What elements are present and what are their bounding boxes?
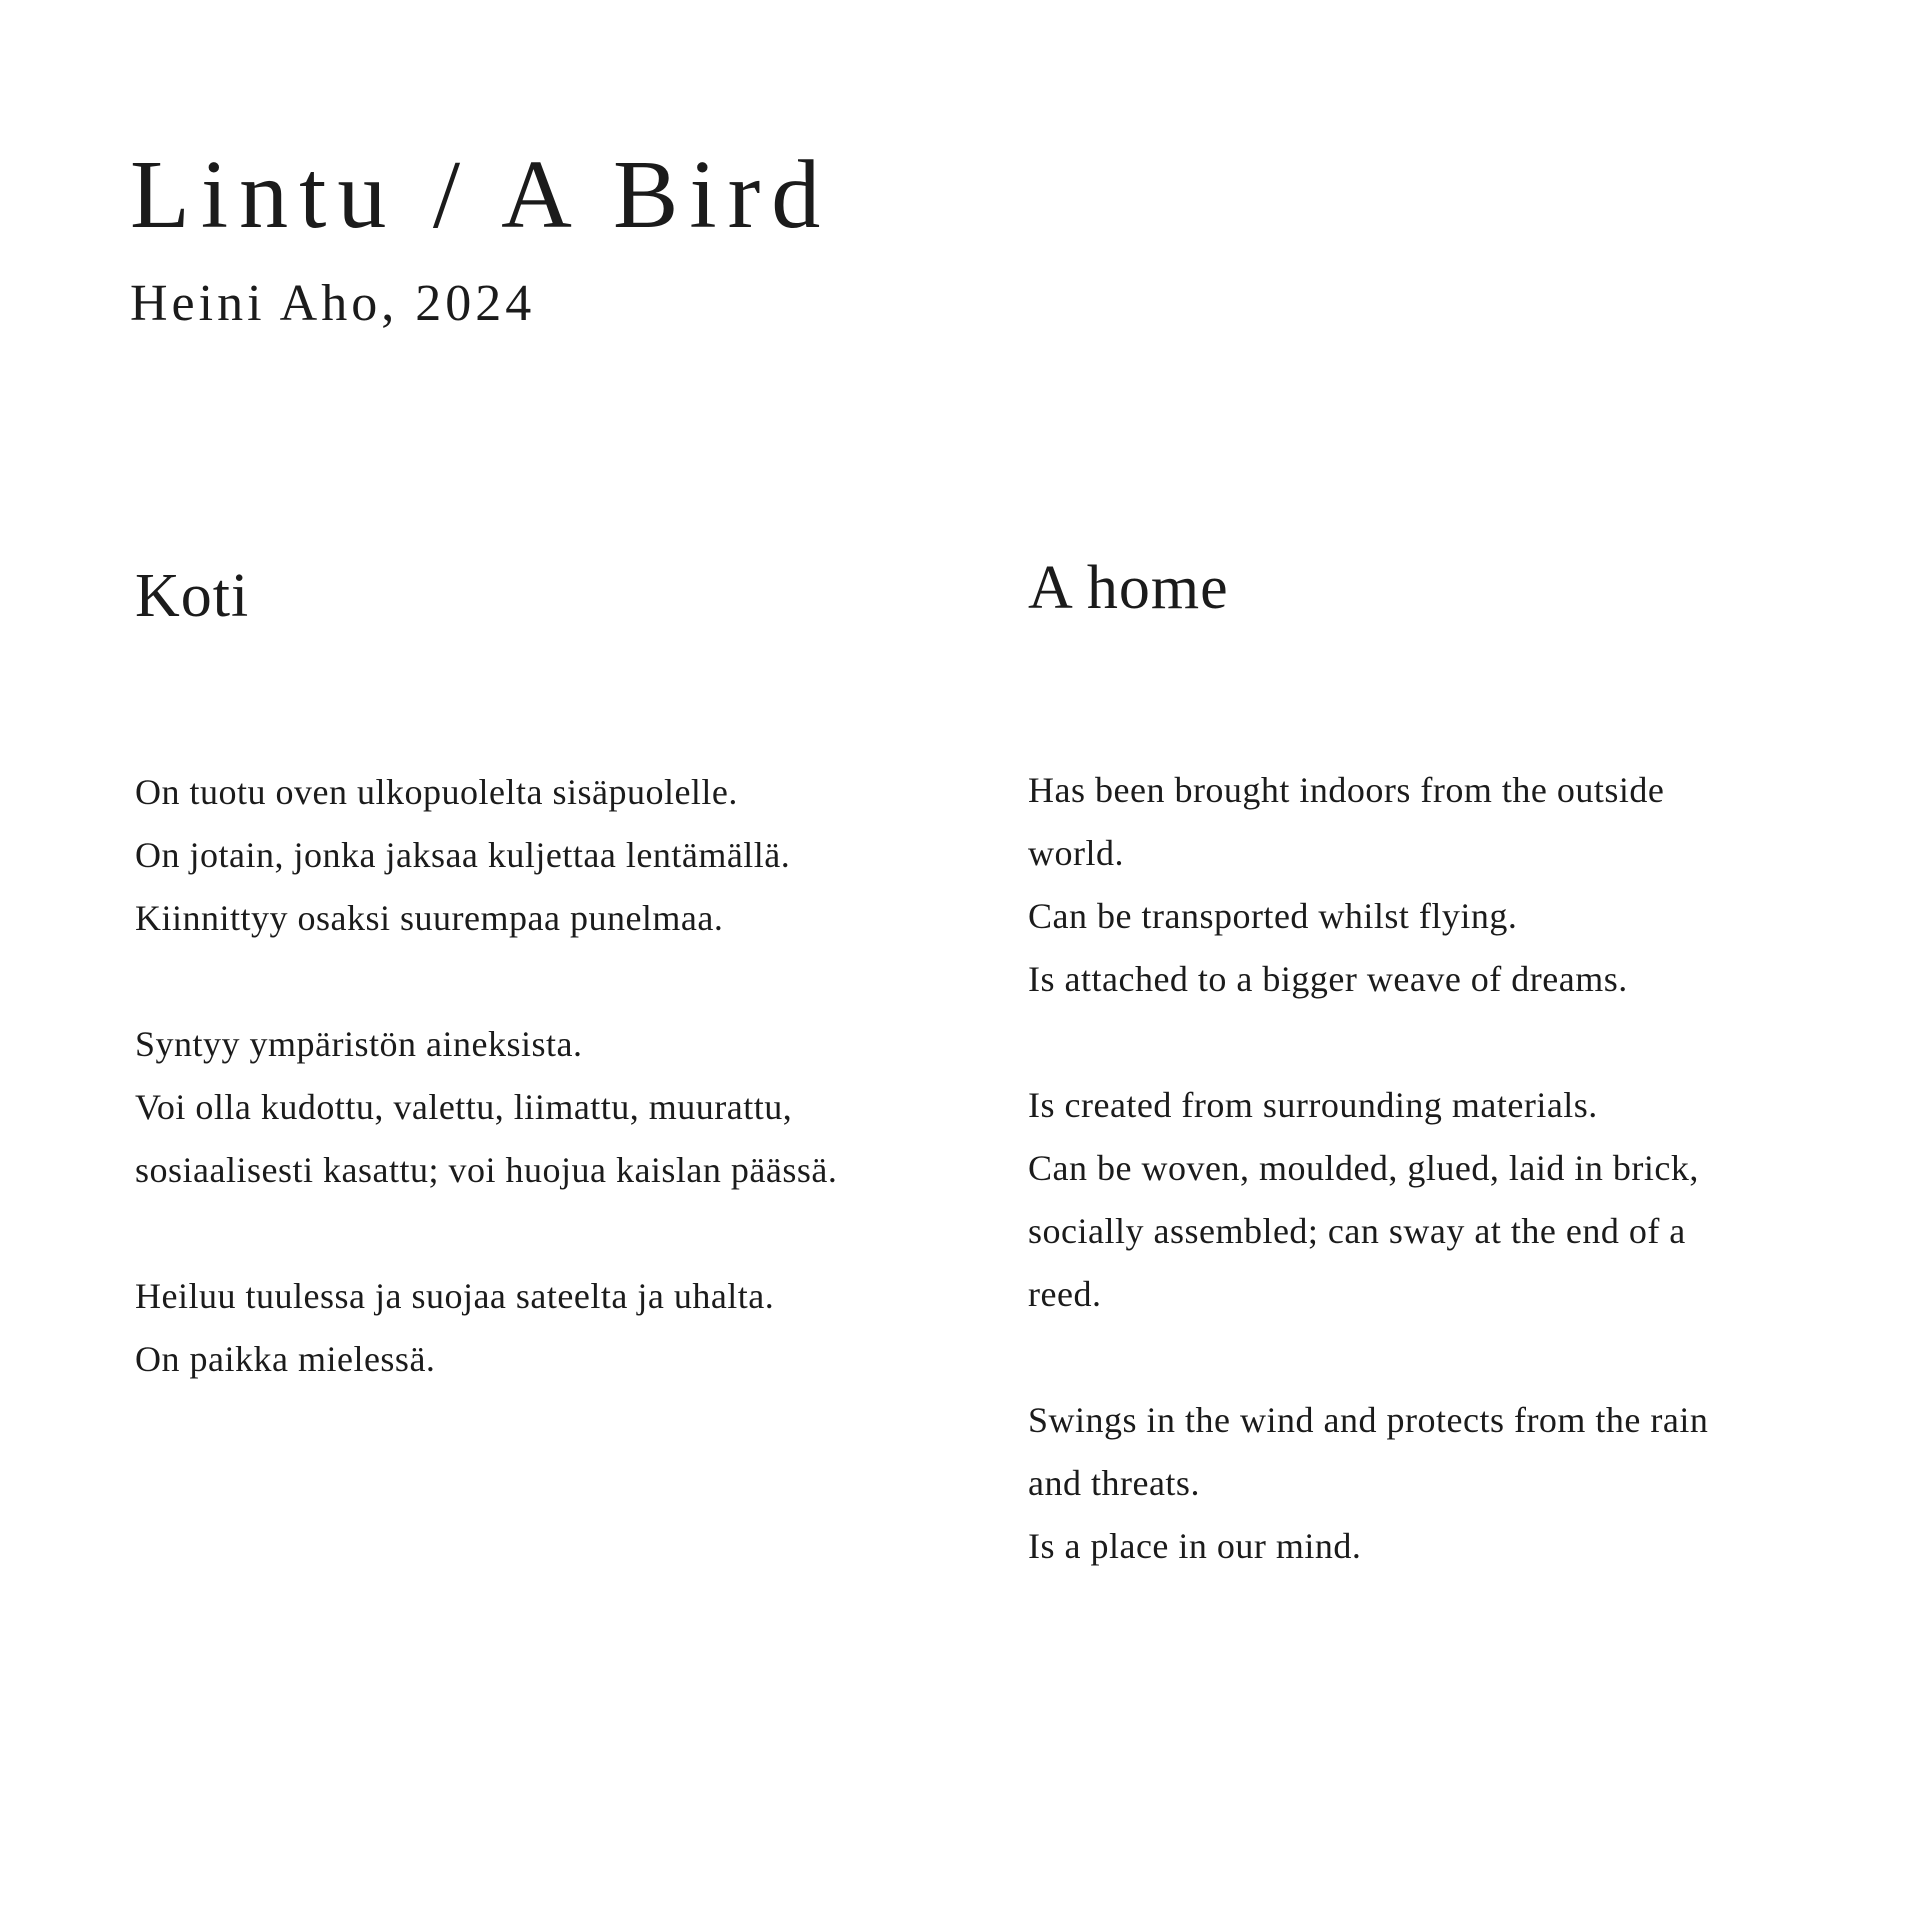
finnish-column — [135, 559, 955, 1391]
finnish-stanzas — [135, 761, 955, 1391]
poem-line: Can be transported whilst flying. — [1028, 896, 1518, 937]
poem-line: On jotain, jonka jaksaa kuljettaa lentämällä. — [135, 835, 791, 876]
poem-line: Kiinnittyy osaksi suurempaa punelmaa. — [135, 898, 724, 939]
poem-line: Is attached to a bigger weave of dreams. — [1028, 959, 1628, 1000]
poem-line: Is a place in our mind. — [1028, 1526, 1362, 1567]
poem-line: Swings in the wind and protects from the rain — [1028, 1400, 1709, 1441]
stanza — [135, 1265, 955, 1391]
english-column — [1028, 551, 1848, 1578]
byline: Heini Aho, 2024 — [130, 274, 536, 332]
poem-line: Heiluu tuulessa ja suojaa sateelta ja uhalta. — [135, 1276, 775, 1317]
poem-line: reed. — [1028, 1274, 1102, 1315]
finnish-column-heading: Koti — [135, 562, 250, 630]
poem-line: On tuotu oven ulkopuolelta sisäpuolelle. — [135, 772, 738, 813]
stanza — [135, 761, 955, 950]
poem-line: Is created from surrounding materials. — [1028, 1085, 1598, 1126]
poem-line: Syntyy ympäristön aineksista. — [135, 1024, 583, 1065]
stanza — [1028, 1074, 1848, 1326]
poem-line: Can be woven, moulded, glued, laid in brick, — [1028, 1148, 1699, 1189]
doc-header — [130, 142, 831, 335]
english-stanzas — [1028, 759, 1848, 1578]
poem-line: Voi olla kudottu, valettu, liimattu, muurattu, — [135, 1087, 793, 1128]
english-column-heading: A home — [1028, 554, 1229, 622]
stanza — [1028, 1389, 1848, 1578]
poem-line: Has been brought indoors from the outside — [1028, 770, 1665, 811]
poem-line: socially assembled; can sway at the end of a — [1028, 1211, 1686, 1252]
stanza — [1028, 759, 1848, 1011]
poem-line: sosiaalisesti kasattu; voi huojua kaislan päässä. — [135, 1150, 838, 1191]
poem-line: and threats. — [1028, 1463, 1200, 1504]
stanza — [135, 1013, 955, 1202]
poem-line: On paikka mielessä. — [135, 1339, 436, 1380]
page-title: Lintu / A Bird — [130, 141, 832, 249]
poem-line: world. — [1028, 833, 1124, 874]
